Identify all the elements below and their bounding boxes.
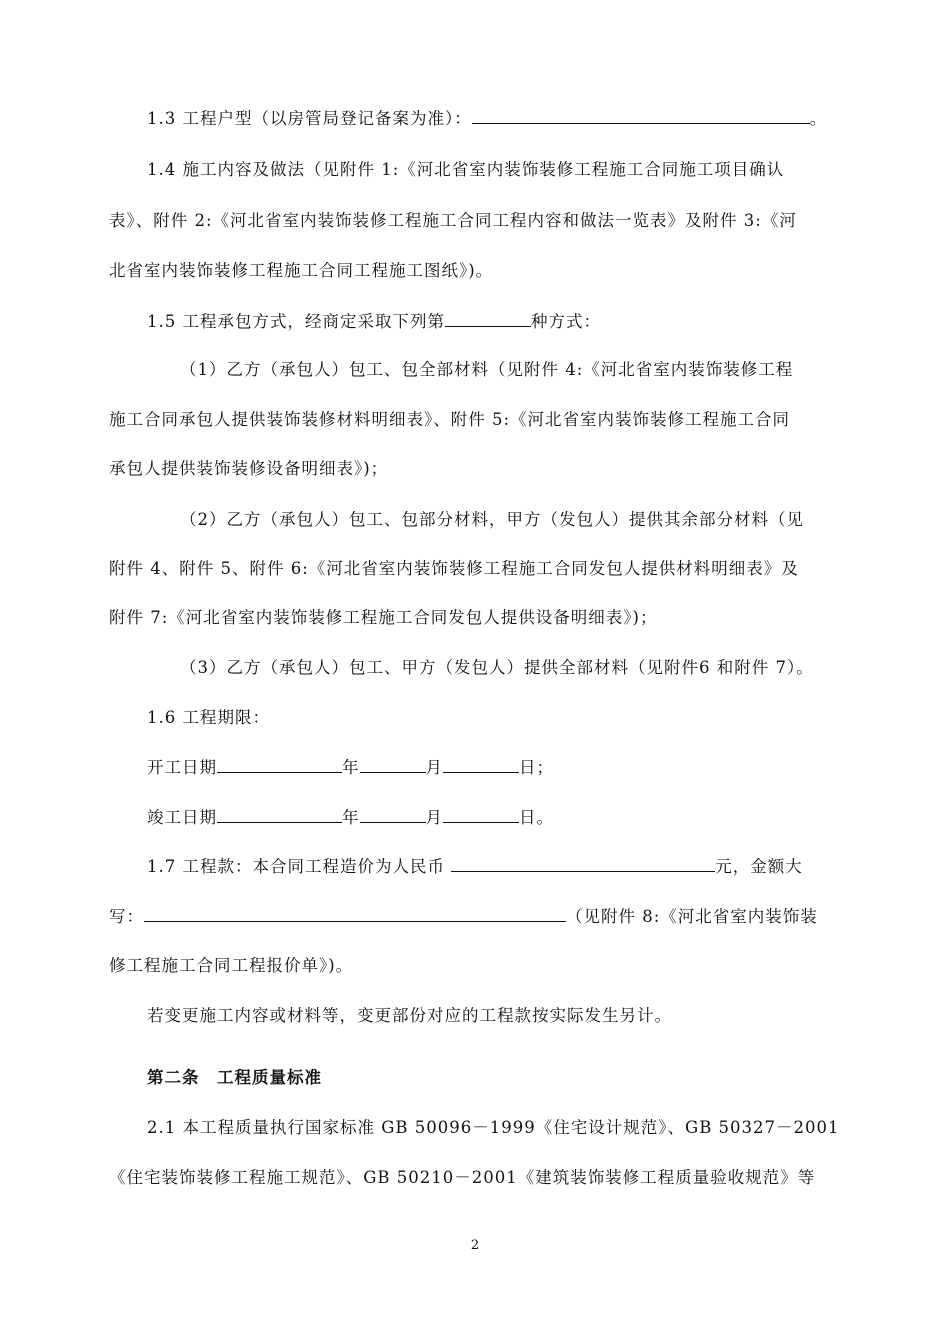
clause-1-4-line1: 1.4 施工内容及做法（见附件 1:《河北省室内装饰装修工程施工合同施工项目确认 bbox=[147, 160, 785, 179]
option-1-line1: （1）乙方（承包人）包工、包全部材料（见附件 4:《河北省室内装饰装修工程 bbox=[180, 360, 794, 379]
start-month-blank[interactable] bbox=[360, 756, 426, 773]
end-month-blank[interactable] bbox=[360, 806, 426, 823]
end-date-row: 竣工日期 年 月 日。 bbox=[147, 808, 554, 827]
page-number: 2 bbox=[470, 1238, 480, 1253]
clause-2-1-line2: 《住宅装饰装修工程施工规范》、GB 50210－2001《建筑装饰装修工程质量验收规范》等 bbox=[109, 1168, 816, 1187]
article-2-heading: 第二条 工程质量标准 bbox=[147, 1068, 322, 1087]
clause-1-7-line1: 1.7 工程款：本合同工程造价为人民币 元，金额大 bbox=[147, 857, 803, 876]
method-choice-blank[interactable] bbox=[445, 310, 531, 327]
clause-1-3: 1.3 工程户型（以房管局登记备案为准）： 。 bbox=[147, 109, 828, 128]
start-day-blank[interactable] bbox=[443, 756, 519, 773]
start-date-row: 开工日期 年 月 日； bbox=[147, 758, 554, 777]
end-day-blank[interactable] bbox=[443, 806, 519, 823]
option-2-line2: 附件 4、附件 5、附件 6:《河北省室内装饰装修工程施工合同发包人提供材料明细表》及 bbox=[109, 559, 799, 578]
clause-1-7-line2: 写： （见附件 8:《河北省室内装饰装 bbox=[109, 907, 818, 926]
clause-1-5: 1.5 工程承包方式，经商定采取下列第 种方式： bbox=[147, 312, 601, 331]
option-2-line3: 附件 7:《河北省室内装饰装修工程施工合同发包人提供设备明细表》)； bbox=[109, 608, 658, 627]
option-2-line1: （2）乙方（承包人）包工、包部分材料，甲方（发包人）提供其余部分材料（见 bbox=[180, 510, 804, 529]
clause-1-7-line3: 修工程施工合同工程报价单》)。 bbox=[109, 956, 354, 975]
amount-in-words-blank[interactable] bbox=[144, 905, 566, 922]
option-3: （3）乙方（承包人）包工、甲方（发包人）提供全部材料（见附件6 和附件 7）。 bbox=[180, 658, 814, 677]
clause-1-4-line3: 北省室内装饰装修工程施工合同工程施工图纸》)。 bbox=[109, 261, 494, 280]
house-type-blank[interactable] bbox=[472, 107, 810, 124]
change-note: 若变更施工内容或材料等，变更部份对应的工程款按实际发生另计。 bbox=[147, 1006, 672, 1025]
start-year-blank[interactable] bbox=[217, 756, 342, 773]
clause-2-1-line1: 2.1 本工程质量执行国家标准 GB 50096－1999《住宅设计规范》、GB 50327－2001 bbox=[147, 1118, 840, 1137]
option-1-line3: 承包人提供装饰装修设备明细表》)； bbox=[109, 459, 389, 478]
contract-price-blank[interactable] bbox=[451, 855, 715, 872]
clause-1-4-line2: 表》、附件 2:《河北省室内装饰装修工程施工合同工程内容和做法一览表》及附件 3:《河 bbox=[109, 211, 797, 230]
option-1-line2: 施工合同承包人提供装饰装修材料明细表》、附件 5:《河北省室内装饰装修工程施工合同 bbox=[109, 410, 791, 429]
clause-1-6-title: 1.6 工程期限： bbox=[147, 708, 270, 727]
end-year-blank[interactable] bbox=[217, 806, 342, 823]
